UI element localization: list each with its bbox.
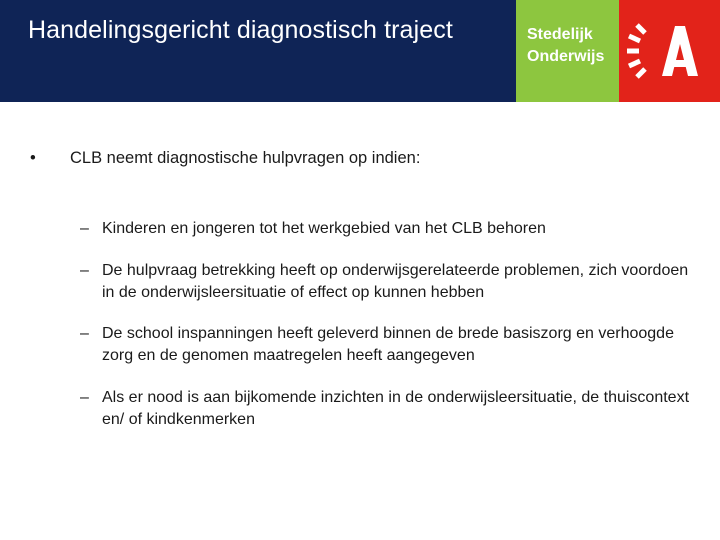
- sub-bullet-4: [80, 387, 700, 431]
- brand-name-line1: Stedelijk: [527, 26, 593, 43]
- brand-panel: [516, 0, 619, 102]
- sub-bullet-2: [80, 260, 700, 304]
- bullet-dash: –: [80, 325, 89, 342]
- bullet-dash: –: [80, 262, 89, 279]
- sub-bullet-3: [80, 323, 700, 367]
- bullet-dash: –: [80, 220, 89, 237]
- title-bar: [0, 0, 516, 102]
- sub-bullet-text: De school inspanningen heeft geleverd binnen de brede basiszorg en verhoogde zorg en de genomen maatregelen heeft aangegeven: [102, 325, 674, 364]
- sub-bullet-text: De hulpvraag betrekking heeft op onderwijsgerelateerde problemen, zich voordoen in de onderwijsleersituatie of effect op kunnen hebben: [102, 262, 689, 301]
- sub-bullet-1: [80, 218, 700, 240]
- slide-header: [0, 0, 720, 102]
- bullet-dot: •: [30, 149, 36, 167]
- bullet-dash: –: [80, 389, 89, 406]
- logo-panel: [619, 0, 720, 102]
- slide-title: Handelingsgericht diagnostisch traject: [28, 16, 453, 44]
- sub-bullet-text: Als er nood is aan bijkomende inzichten in de onderwijsleersituatie, de thuiscontext en/ of kindkenmerken: [102, 389, 690, 428]
- antwerp-a-logo-icon: [619, 0, 720, 102]
- main-bullet-text: CLB neemt diagnostische hulpvragen op indien:: [70, 149, 421, 167]
- brand-name-line2: Onderwijs: [527, 48, 605, 65]
- sub-bullet-text: Kinderen en jongeren tot het werkgebied van het CLB behoren: [102, 220, 546, 237]
